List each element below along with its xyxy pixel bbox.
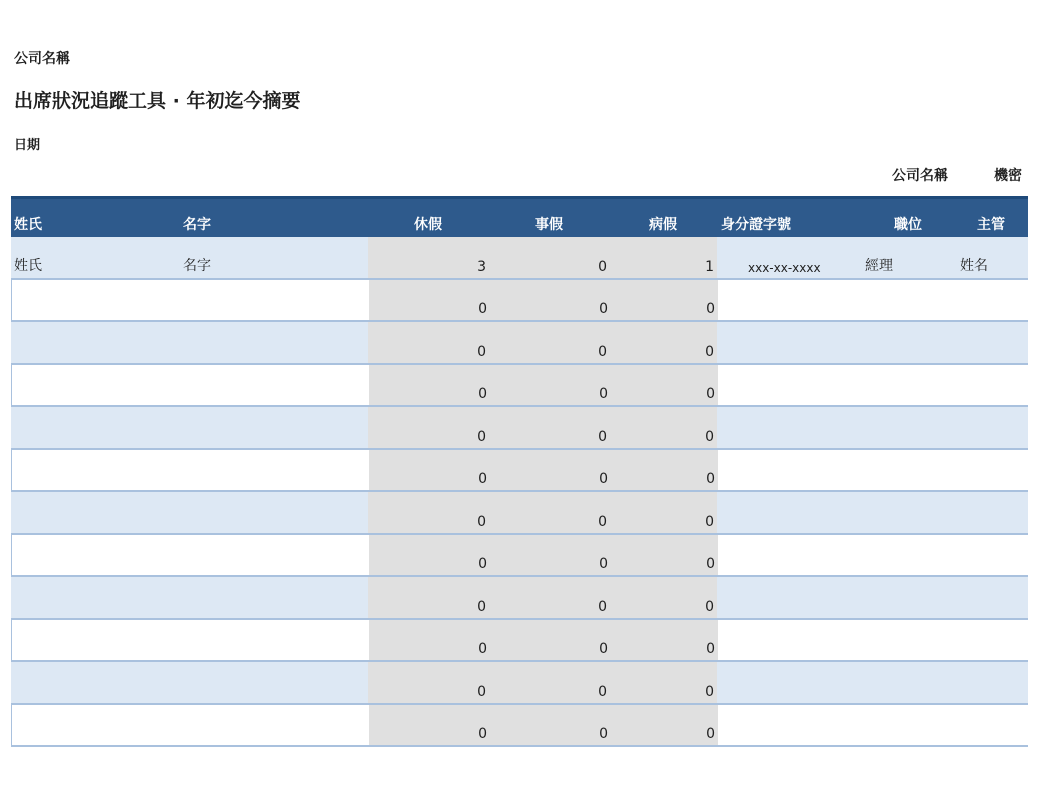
cell-id-number[interactable]: xxx-xx-xxxx [748,260,821,275]
cell-vacation[interactable]: 0 [478,301,487,317]
cell-vacation[interactable]: 0 [477,513,486,530]
header-sick[interactable]: 病假 [649,217,677,233]
meta-confidential[interactable]: 機密 [994,168,1022,184]
header-manager[interactable]: 主管 [977,217,1005,233]
table-row [11,705,1028,748]
table-header-row [11,196,1028,237]
calculated-columns-shading [368,407,717,448]
table-row [11,237,1028,280]
calculated-columns-shading [369,365,718,406]
cell-vacation[interactable]: 0 [478,641,487,657]
cell-personal[interactable]: 0 [598,513,607,530]
cell-personal[interactable]: 0 [598,683,607,700]
cell-vacation[interactable]: 0 [477,683,486,700]
cell-sick[interactable]: 0 [706,556,715,572]
table-body [11,237,1028,747]
header-id-number[interactable]: 身分證字號 [721,217,791,233]
header-first-name[interactable]: 名字 [183,217,211,233]
cell-vacation[interactable]: 0 [478,471,487,487]
page-title[interactable]: 出席狀況追蹤工具 · 年初迄今摘要 [14,90,301,112]
cell-vacation[interactable]: 0 [477,428,486,445]
cell-personal[interactable]: 0 [598,598,607,615]
header-personal[interactable]: 事假 [535,217,563,233]
company-name[interactable]: 公司名稱 [14,51,70,67]
cell-position[interactable]: 經理 [865,257,893,274]
table-row [11,365,1028,408]
cell-personal[interactable]: 0 [599,556,608,572]
cell-sick[interactable]: 0 [706,386,715,402]
table-row [11,577,1028,620]
cell-personal[interactable]: 0 [598,343,607,360]
cell-sick[interactable]: 1 [705,258,714,275]
calculated-columns-shading [368,322,717,363]
cell-sick[interactable]: 0 [705,683,714,700]
cell-personal[interactable]: 0 [598,258,607,275]
cell-sick[interactable]: 0 [705,513,714,530]
cell-sick[interactable]: 0 [705,343,714,360]
calculated-columns-shading [369,620,718,661]
attendance-table [11,196,1028,747]
cell-vacation[interactable]: 0 [478,556,487,572]
cell-sick[interactable]: 0 [706,641,715,657]
calculated-columns-shading [368,237,717,278]
header-last-name[interactable]: 姓氏 [14,217,42,233]
cell-sick[interactable]: 0 [706,726,715,742]
header-position[interactable]: 職位 [894,217,922,233]
cell-vacation[interactable]: 0 [477,598,486,615]
cell-first-name[interactable]: 名字 [183,257,211,274]
cell-personal[interactable]: 0 [599,301,608,317]
cell-vacation[interactable]: 0 [478,386,487,402]
calculated-columns-shading [369,450,718,491]
cell-sick[interactable]: 0 [706,471,715,487]
date-field[interactable]: 日期 [14,138,41,153]
table-row [11,322,1028,365]
calculated-columns-shading [368,662,717,703]
table-row [11,662,1028,705]
table-row [11,280,1028,323]
table-row [11,407,1028,450]
cell-sick[interactable]: 0 [705,598,714,615]
cell-vacation[interactable]: 3 [477,258,486,275]
cell-personal[interactable]: 0 [599,641,608,657]
table-row [11,620,1028,663]
header-vacation[interactable]: 休假 [414,217,442,233]
calculated-columns-shading [368,577,717,618]
table-row [11,492,1028,535]
cell-personal[interactable]: 0 [599,386,608,402]
calculated-columns-shading [369,535,718,576]
cell-sick[interactable]: 0 [706,301,715,317]
cell-last-name[interactable]: 姓氏 [14,257,42,274]
cell-sick[interactable]: 0 [705,428,714,445]
cell-personal[interactable]: 0 [599,471,608,487]
cell-vacation[interactable]: 0 [478,726,487,742]
cell-vacation[interactable]: 0 [477,343,486,360]
cell-manager[interactable]: 姓名 [960,257,988,274]
cell-personal[interactable]: 0 [599,726,608,742]
cell-personal[interactable]: 0 [598,428,607,445]
calculated-columns-shading [368,492,717,533]
calculated-columns-shading [369,705,718,746]
calculated-columns-shading [369,280,718,321]
meta-company-name[interactable]: 公司名稱 [892,168,948,184]
table-row [11,535,1028,578]
table-row [11,450,1028,493]
